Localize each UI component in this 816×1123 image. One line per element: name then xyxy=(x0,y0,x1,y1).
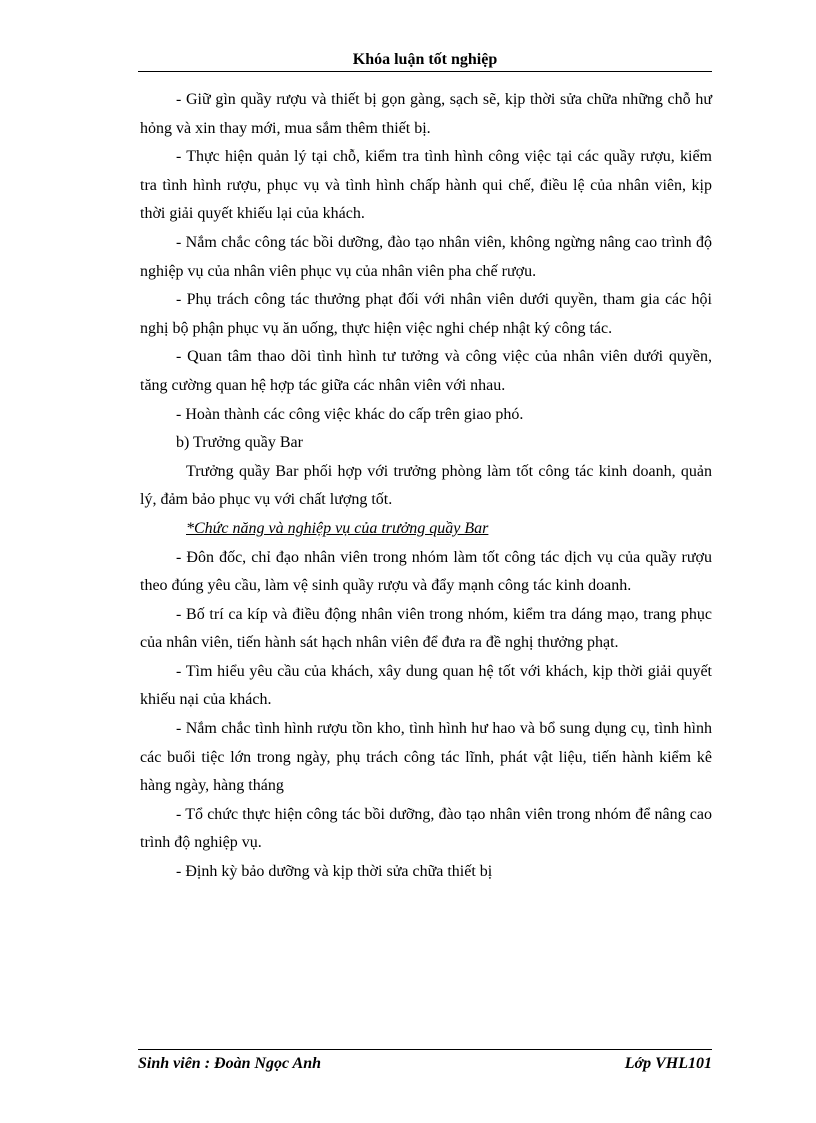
page-header-title: Khóa luận tốt nghiệp xyxy=(352,51,498,68)
footer-student-name: Sinh viên : Đoàn Ngọc Anh xyxy=(138,1055,321,1072)
paragraph: Trưởng quầy Bar phối hợp với trưởng phòng làm tốt công tác kinh doanh, quản lý, đảm bảo phục vụ với chất lượng tốt. xyxy=(140,462,712,509)
paragraph: - Hoàn thành các công việc khác do cấp trên giao phó. xyxy=(176,405,524,423)
paragraph: - Tổ chức thực hiện công tác bồi dưỡng, đào tạo nhân viên trong nhóm để nâng cao trình độ nghiệp vụ. xyxy=(140,805,712,852)
paragraph: - Bố trí ca kíp và điều động nhân viên trong nhóm, kiểm tra dáng mạo, trang phục của nhân viên, tiến hành sát hạch nhân viên để đưa ra đề nghị thưởng phạt. xyxy=(140,605,712,652)
subheading-paragraph xyxy=(140,515,712,544)
section-heading: b) Trưởng quầy Bar xyxy=(176,434,303,452)
paragraph: - Đôn đốc, chỉ đạo nhân viên trong nhóm làm tốt công tác dịch vụ của quầy rượu theo đúng yêu cầu, làm vệ sinh quầy rượu và đẩy mạnh công tác kinh doanh. xyxy=(140,548,712,595)
paragraph: - Tìm hiểu yêu cầu của khách, xây dung quan hệ tốt với khách, kịp thời giải quyết khiếu nại của khách. xyxy=(140,662,712,709)
paragraph: - Quan tâm thao dõi tình hình tư tưởng và công việc của nhân viên dưới quyền, tăng cường quan hệ hợp tác giữa các nhân viên với nhau. xyxy=(140,348,712,394)
paragraph: - Giữ gìn quầy rượu và thiết bị gọn gàng, sạch sẽ, kịp thời sửa chữa những chỗ hư hỏng và xin thay mới, mua sắm thêm thiết bị. xyxy=(140,91,712,137)
paragraph: - Định kỳ bảo dưỡng và kịp thời sửa chữa thiết bị xyxy=(176,863,493,881)
paragraph: - Thực hiện quản lý tại chỗ, kiểm tra tình hình công việc tại các quầy rượu, kiểm tra tình hình rượu, phục vụ và tình hình chấp hành qui chế, điều lệ của nhân viên, kịp thời giải quyết khiếu lại của khách. xyxy=(140,148,712,223)
header-divider xyxy=(138,71,712,72)
document-body xyxy=(140,86,712,887)
footer-divider xyxy=(138,1049,712,1050)
paragraph: - Nắm chắc công tác bồi dưỡng, đào tạo nhân viên, không ngừng nâng cao trình độ nghiệp vụ của nhân viên phục vụ của nhân viên pha chế rượu. xyxy=(140,233,712,280)
footer-class: Lớp VHL101 xyxy=(624,1055,712,1072)
subheading: *Chức năng và nghiệp vụ của trưởng quầy Bar xyxy=(186,519,489,537)
paragraph: - Phụ trách công tác thưởng phạt đối với nhân viên dưới quyền, tham gia các hội nghị bộ phận phục vụ ăn uống, thực hiện việc nghi chép nhật ký công tác. xyxy=(140,291,712,337)
paragraph: - Nắm chắc tình hình rượu tồn kho, tình hình hư hao và bổ sung dụng cụ, tình hình các buổi tiệc lớn trong ngày, phụ trách công tác lĩnh, phát vật liệu, tiến hành kiểm kê hàng ngày, hàng tháng xyxy=(140,720,712,795)
